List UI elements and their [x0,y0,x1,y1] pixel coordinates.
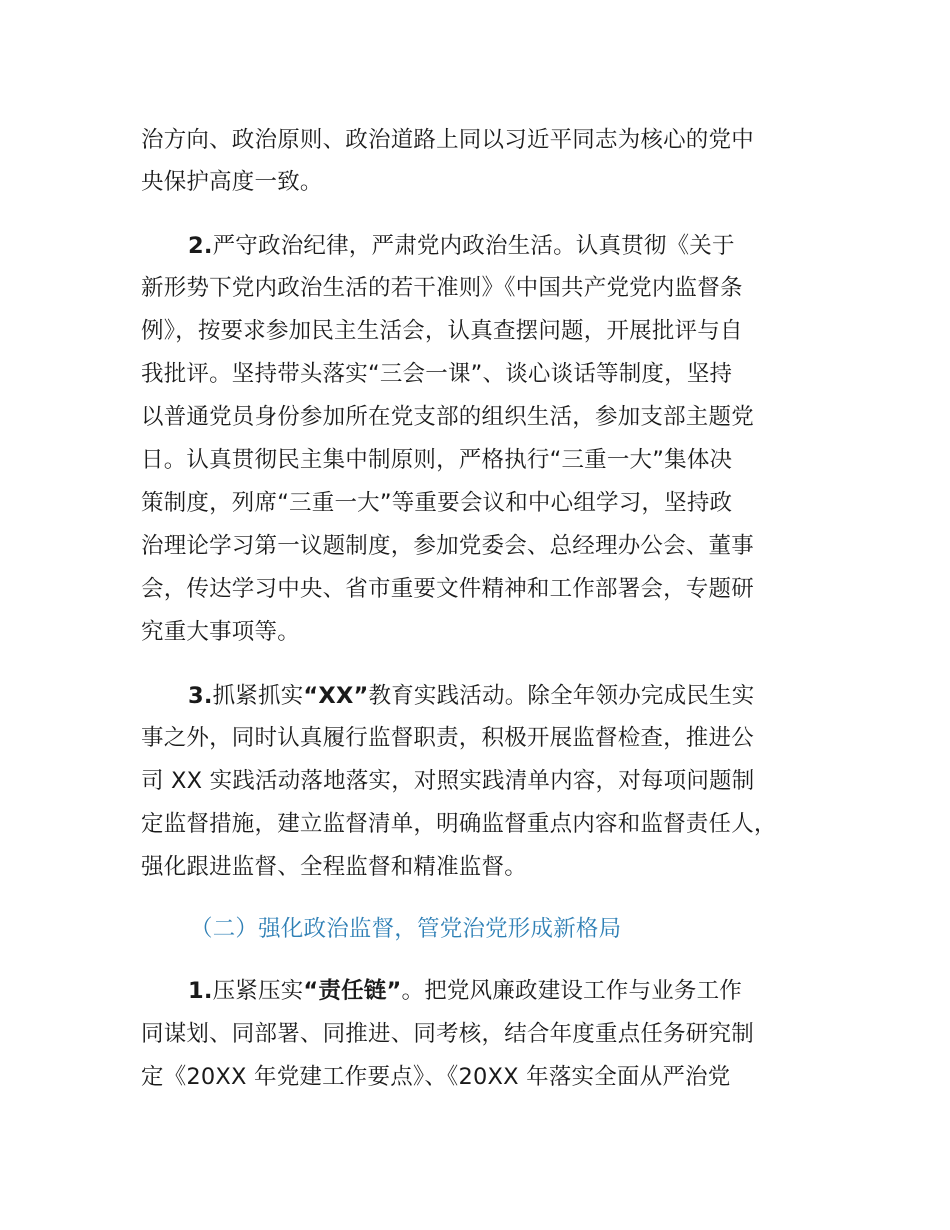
text-line: 治理论学习第一议题制度，参加党委会、总经理办公会、董事 [141,533,754,559]
text-line: 定《20XX 年党建工作要点》、《20XX 年落实全面从严治党 [141,1064,731,1090]
item-number: 1. [188,978,213,1004]
item-number: 2. [188,233,213,259]
text-line: 会，传达学习中央、省市重要文件精神和工作部署会，专题研 [141,576,754,602]
item-text: 压紧压实 [212,978,304,1004]
item-text: 抓紧抓实 [212,683,304,709]
text-line: 央保护高度一致。 [141,169,323,195]
text-line: 新形势下党内政治生活的若干准则》《中国共产党党内监督条 [141,275,743,301]
paragraph-1-first-line [188,975,742,1007]
item-number: 3. [188,683,213,709]
text-line: 强化跟进监督、全程监督和精准监督。 [141,854,527,880]
text-line: 例》，按要求参加民主生活会，认真查摆问题，开展批评与自 [141,318,743,344]
text-line: 日。认真贯彻民主集中制原则，严格执行“三重一大”集体决 [141,447,733,473]
section-heading: （二）强化政治监督，管党治党形成新格局 [190,916,622,942]
item-keyword: “XX” [303,683,369,709]
item-text: 。把党风廉政建设工作与业务工作 [401,978,743,1004]
text-line: 治方向、政治原则、政治道路上同以习近平同志为核心的党中 [141,127,754,153]
text-line: 事之外，同时认真履行监督职责，积极开展监督检查，推进公 [141,725,754,751]
paragraph-2-first-line [188,230,735,262]
text-line: 究重大事项等。 [141,619,300,645]
text-line: 同谋划、同部署、同推进、同考核，结合年度重点任务研究制 [141,1021,754,1047]
text-line: 司 XX 实践活动落地落实，对照实践清单内容，对每项问题制 [141,768,755,794]
item-keyword: “责任链” [303,978,402,1004]
item-text: 教育实践活动。除全年领办完成民生实 [368,683,755,709]
item-text: 严守政治纪律，严肃党内政治生活。认真贯彻《关于 [212,233,735,259]
paragraph-3-first-line [188,680,754,712]
text-line: 策制度，列席“三重一大”等重要会议和中心组学习，坚持政 [141,490,733,516]
text-line: 定监督措施，建立监督清单，明确监督重点内容和监督责任人， [141,811,777,837]
text-line: 我批评。坚持带头落实“三会一课”、谈心谈话等制度，坚持 [141,361,733,387]
text-line: 以普通党员身份参加所在党支部的组织生活，参加支部主题党 [141,404,754,430]
